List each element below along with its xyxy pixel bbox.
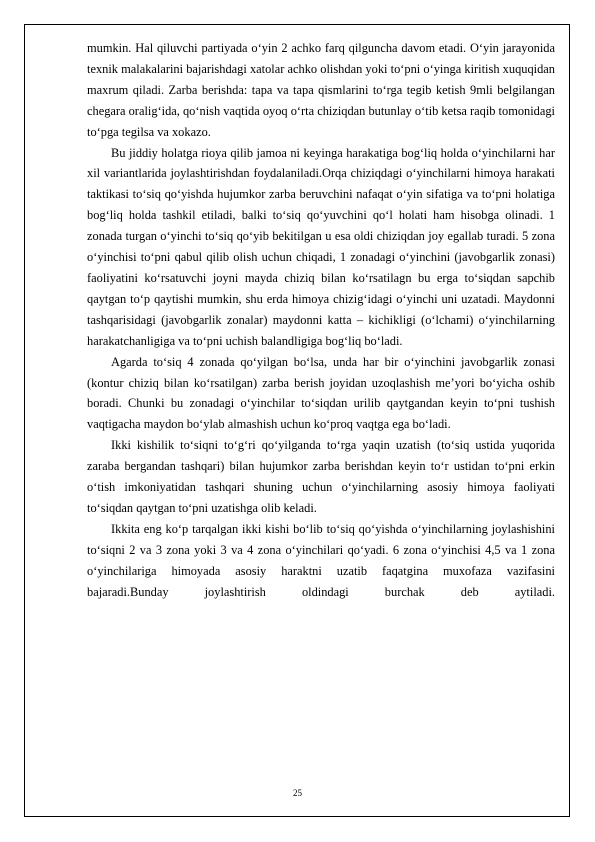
paragraph-continuation: mumkin. Hal qiluvchi partiyada o‘yin 2 achko farq qilguncha davom etadi. O‘yin jarayonida texnik malakalarini bajarishdagi xatolar achko olishdan yoki to‘pni o‘yinga kiritish xuquqidan maxrum qiladi. Zarba berishda: tapa va tapa qismlarini to‘rga tegib ketish 9mli belgilangan chegara oralig‘ida, qo‘nish vaqtida oyoq o‘rta chiziqdan butunlay o‘tib ketsa raqib tomonidagi to‘pga tegilsa va xokazo. — [87, 41, 555, 139]
page-number: 25 — [293, 788, 302, 798]
paragraph-two-person-block: Ikki kishilik to‘siqni to‘g‘ri qo‘yilganda to‘rga yaqin uzatish (to‘siq ustida yuqorida zaraba bergandan tashqari) bilan hujumkor zarba berishdan keyin to‘r ustidan to‘pni erkin o‘tish imkoniyatidan tashqari shuning uchun o‘yinchilarning asosiy himoya faoliyati to‘siqdan qaytgan to‘pni uzatishga olib keladi. — [87, 438, 555, 515]
document-body — [87, 38, 555, 602]
paragraph-player-arrangement: Bu jiddiy holatga rioya qilib jamoa ni keyinga harakatiga bog‘liq holda o‘yinchilarni har xil variantlarida joylashtirishdan foydalaniladi.Orqa chiziqdagi o‘yinchilarni himoya harakati taktikasi to‘siq qo‘yishda hujumkor zarba beruvchini nafaqat o‘yin sifatiga va to‘pni holatiga bog‘liq holda tashkil etiladi, balki to‘siq qo‘yuvchini qo‘l holati ham hisobga olinadi. 1 zonada turgan o‘yinchi to‘siq qo‘yib bekitilgan u esa oldi chiziqdan joy egallab turadi. 5 zona o‘yinchisi to‘pni qabul qilib olish uchun chiqadi, 1 zonadagi o‘yinchini (javobgarlik zonasi) faoliyatini ko‘rsatuvchi joyni mayda chiziq bilan ko‘rsatilagn bu erga to‘siqdan sapchib qaytgan to‘p qaytishi mumkin, shu erda himoya chizig‘idagi o‘yinchi uni uzatadi. Maydonni tashqarisidagi (javobgarlik zonalar) maydonni katta – kichikligi (o‘lchami) o‘yinchilarning harakatchanligiga va to‘pni uchish balandligiga bog‘liq bo‘ladi. — [87, 145, 555, 348]
paragraph-common-blocks: Ikkita eng ko‘p tarqalgan ikki kishi bo‘lib to‘siq qo‘yishda o‘yinchilarning joylashishini to‘siqni 2 va 3 zona yoki 3 va 4 zona o‘yinchilari qo‘yadi. 6 zona o‘yinchisi 4,5 va 1 zona o‘yinchilariga himoyada asosiy haraktni uzatib faqatgina muxofaza vazifasini bajaradi.Bunday joylashtirish oldindagi burchak deb aytiladi. — [87, 521, 555, 599]
paragraph-block-zone-4: Agarda to‘siq 4 zonada qo‘yilgan bo‘lsa, unda har bir o‘yinchini javobgarlik zonasi (kontur chiziq bilan ko‘rsatilgan) zarba berish joyidan uzoqlashish me’yori bo‘yicha oshib boradi. Chunki bu zonadagi o‘yinchilar to‘siqdan urilib qaytgandan keyin to‘pni tushish vaqtigacha maydon bo‘ylab almashish uchun ko‘proq vaqtga ega bo‘ladi. — [87, 354, 555, 432]
